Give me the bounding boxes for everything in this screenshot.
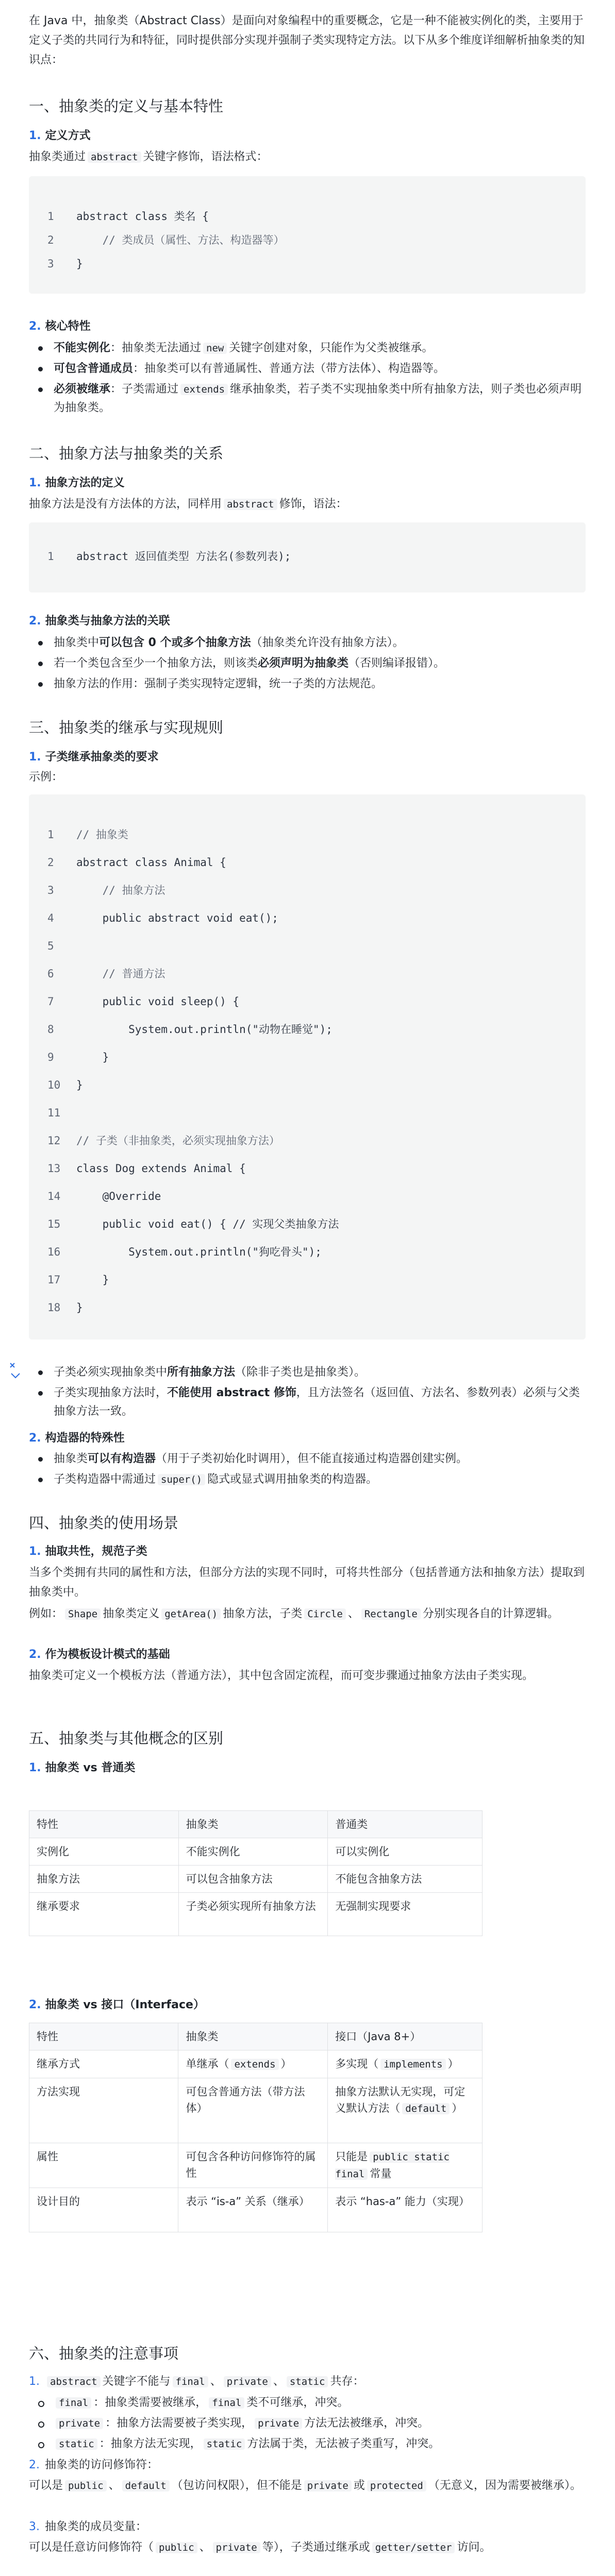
line-number: 12 [47,1134,61,1147]
code-line: public abstract void eat(); [76,912,278,924]
s6-sub-2: private ：抽象方法需要被子类实现， private 方法无法被继承，冲突。 [54,2414,585,2433]
s3-bullet-2: 子类实现抽象方法时，不能使用 abstract 修饰，且方法签名（返回值、方法名、参数列表）必须与父类抽象方法一致。 [54,1384,585,1421]
code-line: // 抽象类 [76,828,128,841]
s4-p2: 例如： Shape 抽象类定义 getArea() 抽象方法，子类 Circle 、 Rectangle 分别实现各自的计算逻辑。 [29,1607,559,1620]
table-row: 继承要求 子类必须实现所有抽象方法 无强制实现要求 [29,1893,483,1936]
line-number: 11 [47,1107,61,1119]
s1-bullet-3: 必须被继承：子类需通过 extends 继承抽象类，若子类不实现抽象类中所有抽象方法，则子类也必须声明为抽象类。 [54,380,585,417]
code-line: // 普通方法 [76,968,165,980]
table-row: 属性 可包含各种访问修饰符的属性 只能是 public static final 常量 [29,2143,483,2188]
table-row: 设计目的 表示 “is-a” 关系（继承） 表示 “has-a” 能力（实现） [29,2188,483,2232]
s3-bullet-1: 子类必须实现抽象类中所有抽象方法（除非子类也是抽象类）。 [54,1363,585,1382]
code-line: // 抽象方法 [76,884,165,896]
code-block-2 [29,522,586,592]
code-line: @Override [76,1190,161,1202]
line-number: 18 [47,1301,61,1314]
section-2-title: 二、抽象方法与抽象类的关系 [29,445,224,462]
line-number: 16 [47,1246,61,1258]
line-number: 10 [47,1079,61,1091]
line-number: 15 [47,1218,61,1230]
s3-p1: 示例： [29,771,63,784]
section-4-title: 四、抽象类的使用场景 [29,1514,179,1532]
section-1-title: 一、抽象类的定义与基本特性 [29,97,224,115]
s5-h2: 2. 抽象类 vs 接口（Interface） [29,1998,205,2011]
line-number: 3 [47,884,54,896]
code-line: class Dog extends Animal { [76,1162,246,1175]
code-block-3 [29,794,586,1340]
code-line: System.out.println("动物在睡觉"); [76,1023,333,1036]
s4-h2: 2. 作为模板设计模式的基础 [29,1648,170,1661]
copy-icon[interactable] [7,1360,21,1383]
s2-h2: 2. 抽象类与抽象方法的关联 [29,615,170,628]
code-block-1 [29,176,586,294]
code-line: } [76,1301,83,1314]
line-number: 7 [47,995,54,1008]
s5-h1: 1. 抽象类 vs 普通类 [29,1761,136,1774]
table-row: 特性 抽象类 接口（Java 8+） [29,2023,483,2050]
compare-table-1 [29,1810,483,1936]
table-row: 继承方式 单继承（ extends ） 多实现（ implements ） [29,2050,483,2078]
s2-bullet-1: 抽象类中可以包含 0 个或多个抽象方法（抽象类允许没有抽象方法）。 [54,634,585,652]
s3-h2: 2. 构造器的特殊性 [29,1432,125,1445]
line-number: 14 [47,1190,61,1202]
s1-bullet-1: 不能实例化：抽象类无法通过 new 关键字创建对象，只能作为父类被继承。 [54,339,585,358]
code-line: // 类成员（属性、方法、构造器等） [76,234,285,246]
code-line: } [76,1051,109,1063]
line-number: 4 [47,912,54,924]
s1-bullet-2: 可包含普通成员：抽象类可以有普通属性、普通方法（带方法体）、构造器等。 [54,360,585,378]
line-number: 3 [47,258,54,270]
s3-bullet-4: 子类构造器中需通过 super() 隐式或显式调用抽象类的构造器。 [54,1470,585,1489]
code-line: abstract class Animal { [76,856,226,869]
line-number: 6 [47,968,54,980]
code-line: } [76,1079,83,1091]
line-number: 2 [47,856,54,869]
table-row: 抽象方法 可以包含抽象方法 不能包含抽象方法 [29,1866,483,1893]
code-line: // 子类（非抽象类，必须实现抽象方法） [76,1134,280,1147]
s6-o1: 1. abstract 关键字不能与 final 、 private 、 static 共存： [29,2375,364,2388]
line-number: 17 [47,1274,61,1286]
line-number: 1 [47,828,54,841]
line-number: 1 [47,550,54,563]
s6-o3: 3. 抽象类的成员变量： [29,2520,147,2533]
line-number: 8 [47,1023,54,1036]
line-number: 2 [47,234,54,246]
s6-o2-text: 可以是 public 、 default （包访问权限），但不能是 private 或 protected （无意义，因为需要被继承）。 [29,2479,581,2492]
s6-sub-3: static ：抽象方法无实现， static 方法属于类，无法被子类重写，冲突。 [54,2435,585,2453]
s6-sub-1: final ：抽象类需要被继承， final 类不可继承，冲突。 [54,2394,585,2412]
code-line: public void sleep() { [76,995,240,1008]
section-5-title: 五、抽象类与其他概念的区别 [29,1730,224,1747]
line-number: 1 [47,210,54,223]
line-number: 13 [47,1162,61,1175]
line-number: 5 [47,940,54,952]
table-row: 实例化 不能实例化 可以实例化 [29,1838,483,1866]
table-row: 方法实现 可包含普通方法（带方法体） 抽象方法默认无实现，可定义默认方法（ default ） [29,2078,483,2143]
section-3-title: 三、抽象类的继承与实现规则 [29,719,224,736]
code-line: } [76,258,83,270]
s6-o3-text: 可以是任意访问修饰符（ public 、 private 等），子类通过继承或 getter/setter 访问。 [29,2541,491,2554]
section-6-title: 六、抽象类的注意事项 [29,2345,179,2362]
code-line: } [76,1274,109,1286]
s1-p1: 抽象类通过 abstract 关键字修饰，语法格式： [29,150,268,163]
line-number: 9 [47,1051,54,1063]
s3-h1: 1. 子类继承抽象类的要求 [29,751,159,764]
s4-p3: 抽象类可定义一个模板方法（普通方法），其中包含固定流程，而可变步骤通过抽象方法由子类实现。 [29,1669,534,1682]
s3-bullet-3: 抽象类可以有构造器（用于子类初始化时调用），但不能直接通过构造器创建实例。 [54,1450,585,1468]
s2-bullet-2: 若一个类包含至少一个抽象方法，则该类必须声明为抽象类（否则编译报错）。 [54,654,585,673]
s6-o2: 2. 抽象类的访问修饰符： [29,2459,159,2471]
code-line: abstract 返回值类型 方法名(参数列表); [76,550,291,563]
s4-p1: 当多个类拥有共同的属性和方法，但部分方法的实现不同时，可将共性部分（包括普通方法和抽象方法）提取到抽象类中。 [29,1566,585,1599]
code-line: System.out.println("狗吃骨头"); [76,1246,322,1258]
compare-table-2 [29,2023,483,2232]
s2-bullet-3: 抽象方法的作用：强制子类实现特定逻辑，统一子类的方法规范。 [54,675,585,693]
s2-p1: 抽象方法是没有方法体的方法，同样用 abstract 修饰，语法： [29,498,347,511]
s1-h2: 2. 核心特性 [29,320,91,333]
s1-h1: 1. 定义方式 [29,129,91,142]
intro-paragraph: 在 Java 中，抽象类（Abstract Class）是面向对象编程中的重要概念，它是一种不能被实例化的类，主要用于定义子类的共同行为和特征，同时提供部分实现并强制子类实现特定方法。以下从多个维度详细解析抽象类的知识点： [29,14,585,66]
s4-h1: 1. 抽取共性，规范子类 [29,1545,147,1558]
code-line: abstract class 类名 { [76,210,209,223]
table-row: 特性 抽象类 普通类 [29,1811,483,1838]
code-line: public void eat() { // 实现父类抽象方法 [76,1218,339,1230]
s2-h1: 1. 抽象方法的定义 [29,477,125,489]
